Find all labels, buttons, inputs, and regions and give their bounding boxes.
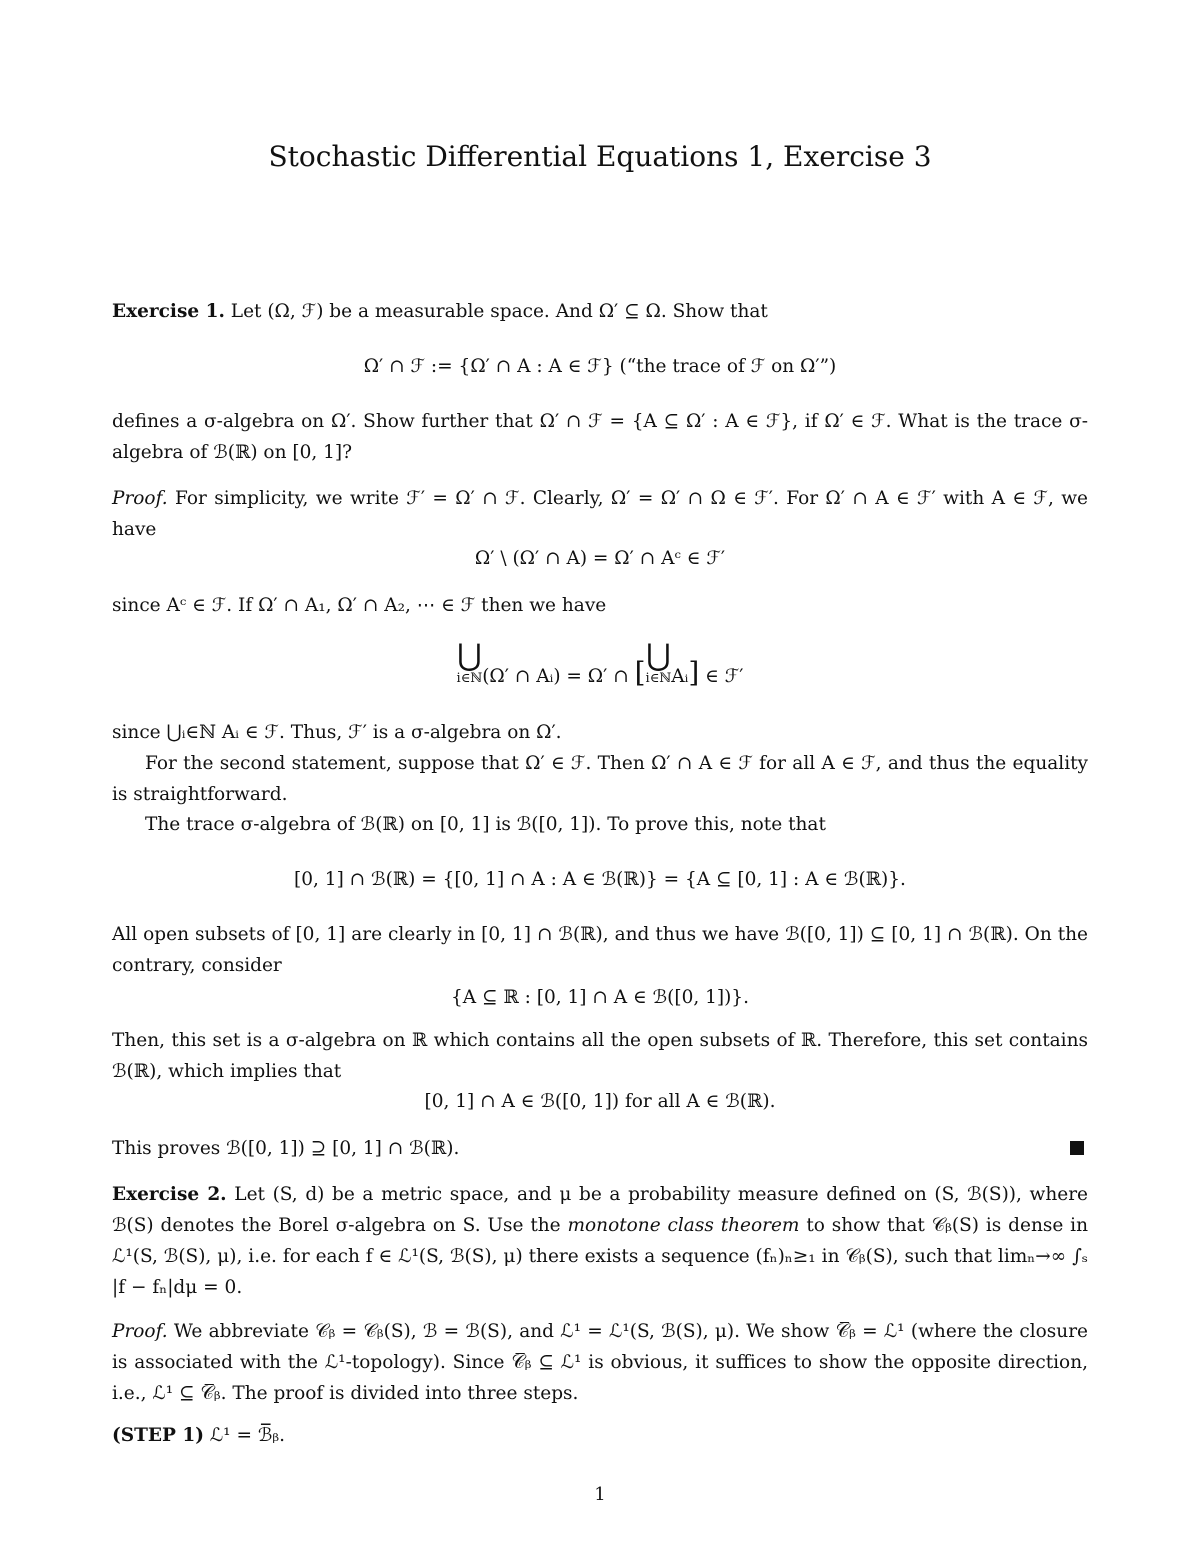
union-intro-text: since Aᶜ ∈ ℱ. If Ω′ ∩ A₁, Ω′ ∩ A₂, ⋯ ∈ ℱ then we have — [112, 595, 607, 616]
trace-borel-text: The trace σ-algebra of ℬ(ℝ) on [0, 1] is ℬ([0, 1]). To prove this, note that — [145, 814, 826, 835]
step-1-label: (STEP 1) — [112, 1425, 204, 1446]
second-statement-text: For the second statement, suppose that Ω′ ∈ ℱ. Then Ω′ ∩ A ∈ ℱ for all A ∈ ℱ, and thus the equality is straightforward. — [112, 753, 1088, 805]
exercise-1-text: Let (Ω, ℱ) be a measurable space. And Ω′ ⊆ Ω. Show that — [230, 301, 768, 322]
exercise-1-label: Exercise 1. — [112, 301, 225, 322]
union-operator-left: ⋃ i∈ℕ — [456, 638, 483, 686]
implication-equation: [0, 1] ∩ A ∈ ℬ([0, 1]) for all A ∈ ℬ(ℝ). — [424, 1091, 776, 1112]
proof-text-2: We abbreviate 𝒞ᵦ = 𝒞ᵦ(S), ℬ = ℬ(S), and ℒ¹ = ℒ¹(S, ℬ(S), μ). We show 𝒞̅ᵦ = ℒ¹ (where the closure is associated with the ℒ¹-topology). Since 𝒞̅ᵦ ⊆ ℒ¹ is obvious, it suffices to show the opposite direction, i.e., ℒ¹ ⊆ 𝒞̅ᵦ. The proof is divided into three steps. — [112, 1321, 1088, 1404]
exercise-1-proof-intro — [112, 483, 1088, 545]
complement-equation: Ω′ \ (Ω′ ∩ A) = Ω′ ∩ Aᶜ ∈ ℱ′ — [474, 548, 726, 569]
union-equation: ⋃ i∈ℕ (Ω′ ∩ Aᵢ) = Ω′ ∩ [ ⋃ i∈ℕ Aᵢ] ∈ ℱ′ — [456, 638, 744, 689]
sigma-algebra-argument: Then, this set is a σ-algebra on ℝ which contains all the open subsets of ℝ. Therefore, this set contains ℬ(ℝ), which implies that — [112, 1030, 1088, 1082]
exercise-1-statement — [112, 296, 1088, 327]
proof-label-2: Proof. — [112, 1321, 168, 1342]
exercise-2-proof — [112, 1316, 1088, 1409]
trace-definition-equation: Ω′ ∩ ℱ := {Ω′ ∩ A : A ∈ ℱ} (“the trace of ℱ on Ω′”) — [363, 356, 837, 377]
step-1-heading — [112, 1420, 1088, 1451]
page-number: 1 — [594, 1484, 606, 1505]
union-operator-right: ⋃ i∈ℕ — [645, 638, 672, 686]
proof-text: For simplicity, we write ℱ′ = Ω′ ∩ ℱ. Clearly, Ω′ = Ω′ ∩ Ω ∈ ℱ′. For Ω′ ∩ A ∈ ℱ′ with A ∈ ℱ, we have — [112, 488, 1088, 540]
exercise-2-statement: Exercise 2. Let (S, d) be a metric space, and μ be a probability measure defined on (S, ℬ(S)), where ℬ(S) denotes the Borel σ-algebra on S. Use the monotone class theorem to show that 𝒞ᵦ(S) is dense in ℒ¹(S, ℬ(S), μ), i.e. for each f ∈ ℒ¹(S, ℬ(S), μ) there exists a sequence (fₙ)ₙ≥₁ in 𝒞ᵦ(S), such that limₙ→∞ ∫ₛ |f − fₙ|dμ = 0. — [112, 1184, 1089, 1298]
open-subsets-text: All open subsets of [0, 1] are clearly in [0, 1] ∩ ℬ(ℝ), and thus we have ℬ([0, 1]) ⊆ [0, 1] ∩ ℬ(ℝ). On the contrary, consider — [112, 924, 1088, 976]
exercise-1-statement-continued: defines a σ-algebra on Ω′. Show further that Ω′ ∩ ℱ = {A ⊆ Ω′ : A ∈ ℱ}, if Ω′ ∈ ℱ. What is the trace σ-algebra of ℬ(ℝ) on [0, 1]? — [112, 411, 1088, 463]
proof-conclusion: This proves ℬ([0, 1]) ⊇ [0, 1] ∩ ℬ(ℝ). — [112, 1138, 460, 1159]
set-definition-equation: {A ⊆ ℝ : [0, 1] ∩ A ∈ ℬ([0, 1])}. — [451, 987, 749, 1008]
step-1-text: ℒ¹ = ℬ̅ᵦ. — [209, 1425, 286, 1446]
qed-square — [1070, 1141, 1084, 1155]
monotone-class-theorem: monotone class theorem — [567, 1215, 800, 1236]
page-title: Stochastic Differential Equations 1, Exercise 3 — [268, 140, 932, 173]
exercise-2-label: Exercise 2. — [112, 1184, 227, 1205]
sigma-algebra-conclusion: since ⋃ᵢ∈ℕ Aᵢ ∈ ℱ. Thus, ℱ′ is a σ-algebra on Ω′. — [112, 722, 562, 743]
proof-label: Proof. — [112, 488, 168, 509]
trace-borel-equation: [0, 1] ∩ ℬ(ℝ) = {[0, 1] ∩ A : A ∈ ℬ(ℝ)} = {A ⊆ [0, 1] : A ∈ ℬ(ℝ)}. — [294, 869, 906, 890]
